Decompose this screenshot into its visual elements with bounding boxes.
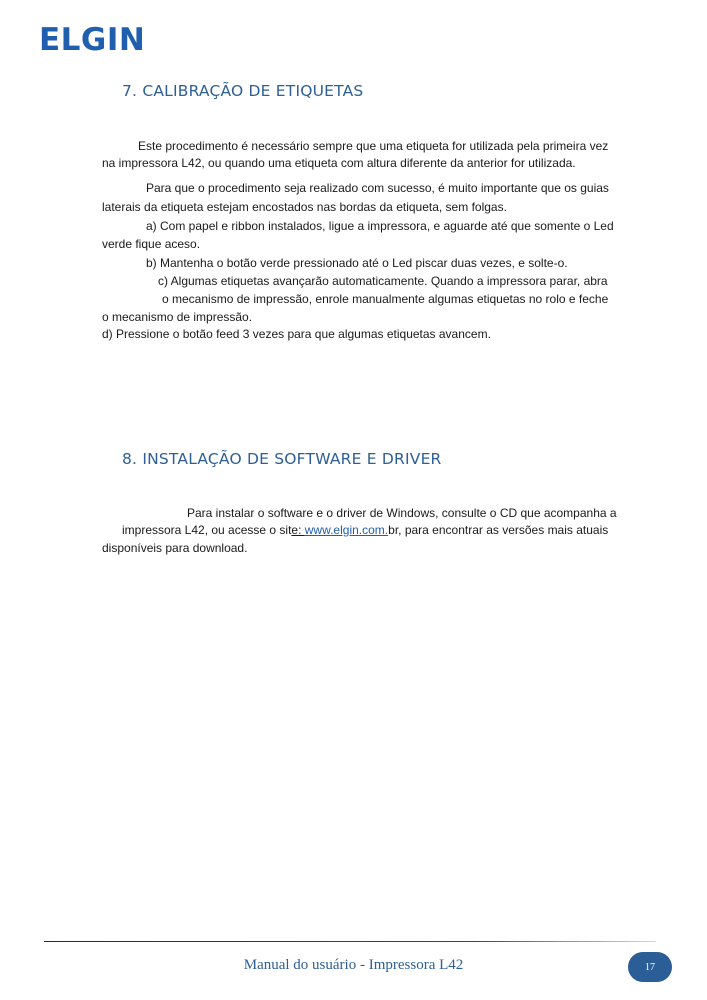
paragraph-line: Para que o procedimento seja realizado com sucesso, é muito importante que os guias bbox=[146, 181, 609, 195]
elgin-logo: ELGIN bbox=[39, 22, 146, 58]
step-b-line: b) Mantenha o botão verde pressionado até o Led piscar duas vezes, e solte-o. bbox=[146, 256, 568, 270]
text-run: br bbox=[388, 523, 399, 537]
paragraph-line bbox=[122, 522, 608, 538]
website-link[interactable]: www.elgin.com. bbox=[304, 523, 389, 537]
step-c-line: o mecanismo de impressão, enrole manualmente algumas etiquetas no rolo e feche bbox=[162, 292, 609, 306]
section-8-heading: 8. INSTALAÇÃO DE SOFTWARE E DRIVER bbox=[122, 450, 442, 468]
text-run: , para encontrar as versões mais atuais bbox=[398, 523, 609, 537]
page-number-badge bbox=[628, 952, 672, 982]
paragraph-line: Este procedimento é necessário sempre que uma etiqueta for utilizada pela primeira vez bbox=[138, 139, 609, 153]
section-7-heading: 7. CALIBRAÇÃO DE ETIQUETAS bbox=[122, 82, 364, 100]
paragraph-line: na impressora L42, ou quando uma etiqueta com altura diferente da anterior for utilizada. bbox=[102, 156, 576, 170]
step-c-line: o mecanismo de impressão. bbox=[102, 310, 253, 324]
step-c-line: c) Algumas etiquetas avançarão automaticamente. Quando a impressora parar, abra bbox=[158, 274, 608, 288]
step-a-line: a) Com papel e ribbon instalados, ligue a impressora, e aguarde até que somente o Led bbox=[146, 219, 614, 233]
page-number: 17 bbox=[645, 961, 655, 973]
footer-title: Manual do usuário - Impressora L42 bbox=[243, 957, 464, 973]
step-d-line: d) Pressione o botão feed 3 vezes para que algumas etiquetas avancem. bbox=[102, 327, 491, 341]
text-run: impressora L42, ou acesse o sit bbox=[122, 523, 292, 537]
text-run: e: bbox=[291, 523, 305, 537]
step-a-line: verde fique aceso. bbox=[102, 237, 201, 251]
footer-divider bbox=[44, 941, 656, 942]
paragraph-line: Para instalar o software e o driver de Windows, consulte o CD que acompanha a bbox=[187, 506, 617, 520]
paragraph-line: laterais da etiqueta estejam encostados nas bordas da etiqueta, sem folgas. bbox=[102, 200, 507, 214]
paragraph-line: disponíveis para download. bbox=[102, 541, 248, 555]
